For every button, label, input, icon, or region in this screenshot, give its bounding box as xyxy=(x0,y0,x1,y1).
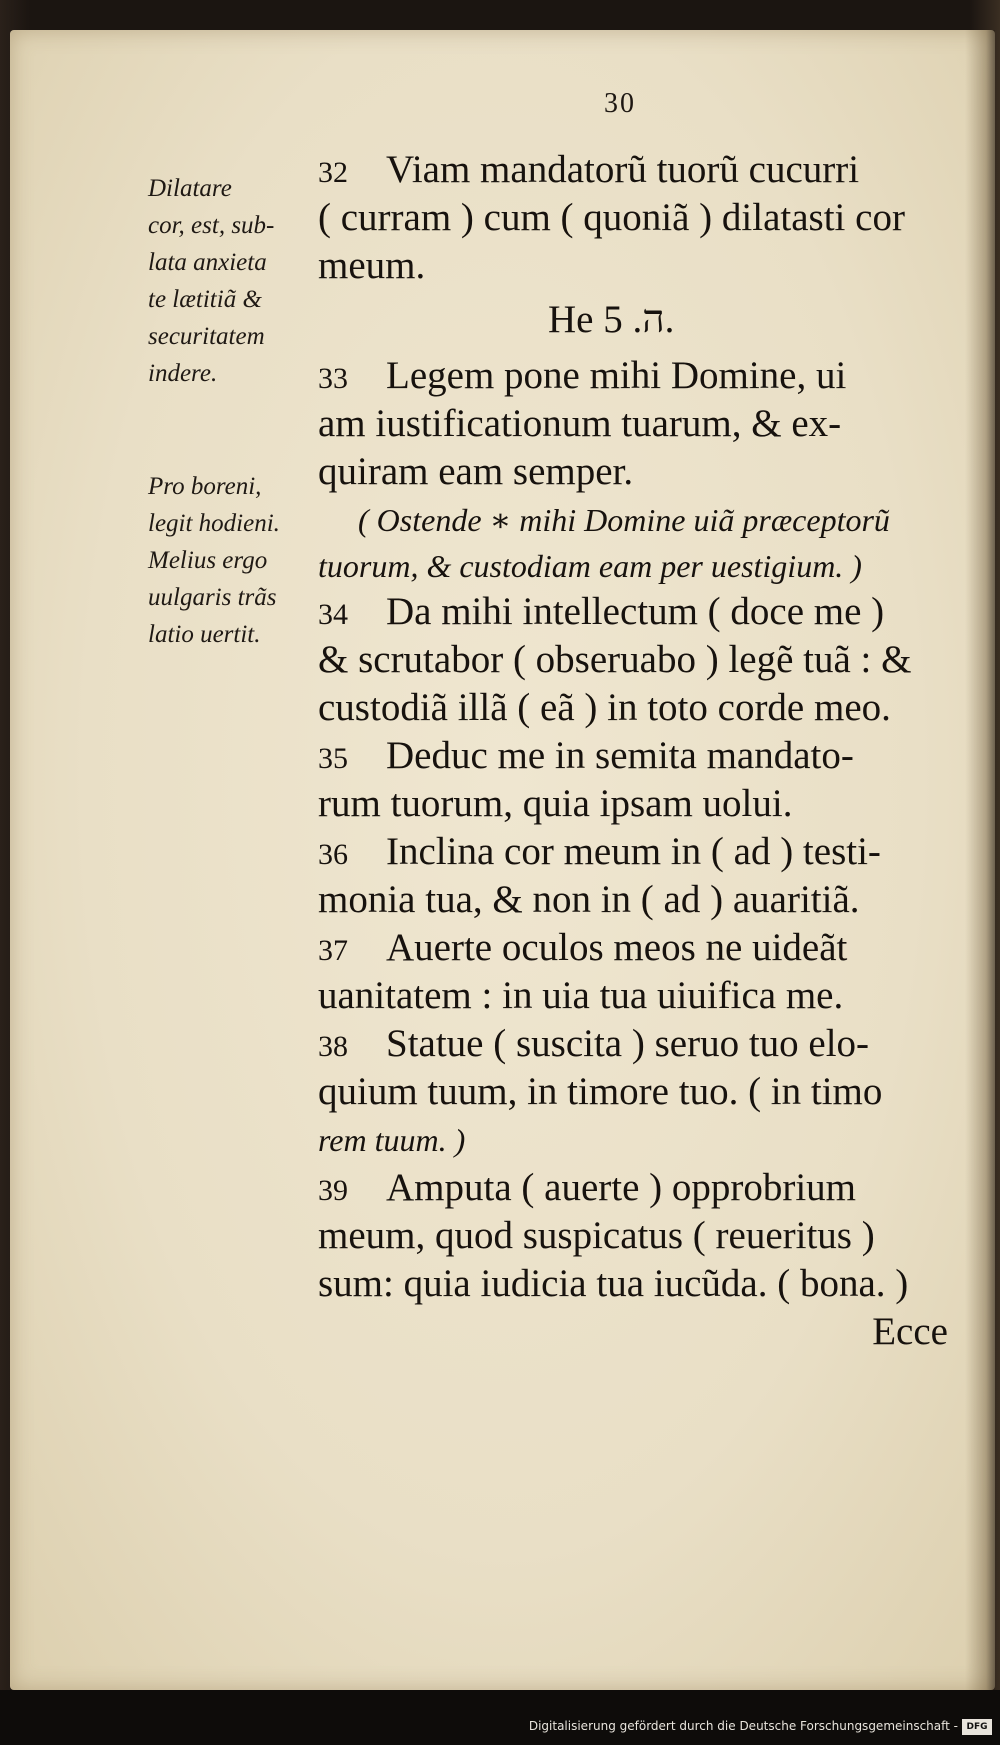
footer-strip xyxy=(0,1690,1000,1745)
text-line: meum. xyxy=(318,244,426,287)
marginal-line: Pro boreni, xyxy=(148,473,262,500)
dfg-logo: DFG xyxy=(962,1719,992,1735)
text-line xyxy=(318,1020,869,1068)
marginal-line: Melius ergo xyxy=(148,547,268,574)
verse-number: 38 xyxy=(318,1030,348,1063)
text-line xyxy=(318,924,847,972)
verse-number: 36 xyxy=(318,838,348,871)
text-line: uanitatem : in uia tua uiuifica me. xyxy=(318,974,844,1017)
page-gutter-shadow xyxy=(965,30,995,1690)
text-line xyxy=(318,146,859,194)
verse-text: Viam mandatorũ tuorũ cucurri xyxy=(386,148,860,191)
text-line xyxy=(318,352,846,400)
verse-text: Da mihi intellectum ( doce me ) xyxy=(386,590,885,633)
verse-text: Statue ( suscita ) seruo tuo elo- xyxy=(386,1022,870,1065)
page-number: 30 xyxy=(604,88,636,119)
marginal-line: lata anxieta xyxy=(148,249,267,276)
text-line xyxy=(318,588,884,636)
marginal-note-dilatare xyxy=(148,170,318,392)
verse-text: Auerte oculos meos ne uideãt xyxy=(386,926,848,969)
verse-number: 39 xyxy=(318,1174,348,1207)
text-line xyxy=(318,1164,856,1212)
marginal-note-boreni xyxy=(148,468,318,653)
verse-number: 32 xyxy=(318,156,348,189)
text-line: rem tuum. ) xyxy=(318,1122,466,1158)
text-line: quiram eam semper. xyxy=(318,450,634,493)
marginal-line: indere. xyxy=(148,360,218,387)
text-line xyxy=(318,732,854,780)
text-line: ( Ostende ∗ mihi Domine uiã præceptorũ xyxy=(358,502,890,538)
marginal-line: latio uertit. xyxy=(148,621,261,648)
text-line: & scrutabor ( obseruabo ) legẽ tuã : & xyxy=(318,638,912,681)
verse-number: 35 xyxy=(318,742,348,775)
section-heading: He ה. 5. xyxy=(548,298,675,341)
text-line: am iustificationum tuarum, & ex- xyxy=(318,402,842,445)
text-line: meum, quod suspicatus ( reueritus ) xyxy=(318,1214,875,1257)
marginal-line: uulgaris trãs xyxy=(148,584,277,611)
digitization-credit: Digitalisierung gefördert durch die Deutsche Forschungsgemeinschaft - xyxy=(528,1719,958,1733)
text-line: rum tuorum, quia ipsam uolui. xyxy=(318,782,793,825)
marginal-line: te lætitiã & xyxy=(148,286,262,313)
verse-text: Amputa ( auerte ) opprobrium xyxy=(386,1166,857,1209)
catchword: Ecce xyxy=(872,1310,948,1353)
text-line: monia tua, & non in ( ad ) auaritiã. xyxy=(318,878,860,921)
marginal-line: cor, est, sub- xyxy=(148,212,275,239)
text-line: quium tuum, in timore tuo. ( in timo xyxy=(318,1070,883,1113)
marginal-line: legit hodieni. xyxy=(148,510,280,537)
text-line xyxy=(318,828,881,876)
verse-text: Legem pone mihi Domine, ui xyxy=(386,354,847,397)
text-line: tuorum, & custodiam eam per uestigium. ) xyxy=(318,548,862,584)
text-line: custodiã illã ( eã ) in toto corde meo. xyxy=(318,686,891,729)
verse-number: 33 xyxy=(318,362,348,395)
verse-number: 37 xyxy=(318,934,348,967)
marginal-line: Dilatare xyxy=(148,175,232,202)
marginal-line: securitatem xyxy=(148,323,265,350)
verse-text: Inclina cor meum in ( ad ) testi- xyxy=(386,830,881,873)
verse-text: Deduc me in semita mandato- xyxy=(386,734,854,777)
verse-number: 34 xyxy=(318,598,348,631)
text-line: sum: quia iudicia tua iucũda. ( bona. ) xyxy=(318,1262,909,1305)
text-line: ( curram ) cum ( quoniã ) dilatasti cor xyxy=(318,196,905,239)
